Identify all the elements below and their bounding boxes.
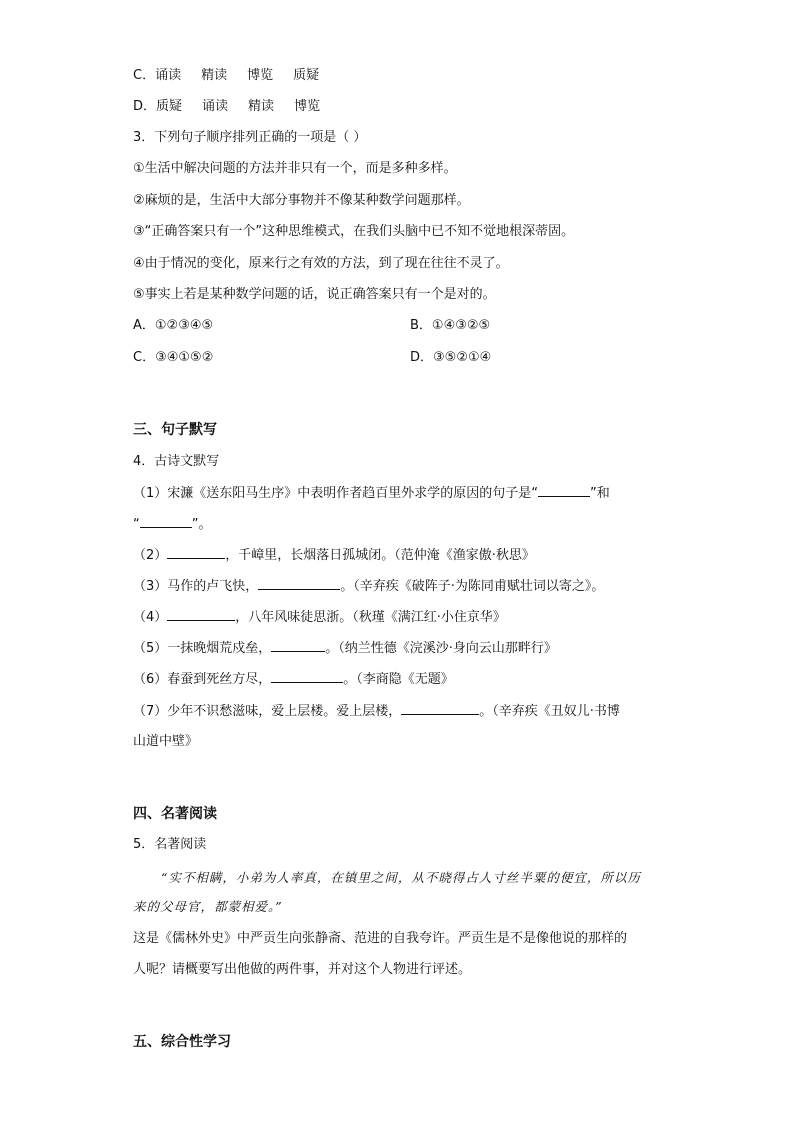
answer-blank[interactable] bbox=[271, 670, 343, 683]
q3-sentence-2: ②麻烦的是，生活中大部分事物并不像某种数学问题那样。 bbox=[133, 193, 470, 208]
poem-line-4: （4） ，八年风味徒思浙。（秋瑾《满江红·小住京华》 bbox=[133, 610, 506, 625]
q3-option-b: B．①④③②⑤ bbox=[410, 318, 491, 333]
poem-line-7: （7）少年不识愁滋味，爱上层楼。爱上层楼， 。（辛弃疾《丑奴儿·书博 bbox=[133, 704, 620, 719]
poem-line-1: （1）宋濂《送东阳马生序》中表明作者趋百里外求学的原因的句子是“ ”和 bbox=[133, 486, 610, 501]
poem-line-7-cont: 山道中壁》 bbox=[133, 734, 199, 749]
poem-line-2: （2） ，千嶂里，长烟落日孤城闭。（范仲淹《渔家傲·秋思》 bbox=[133, 548, 535, 563]
q3-sentence-3: ③“正确答案只有一个”这种思维模式，在我们头脑中已不知不觉地根深蒂固。 bbox=[133, 224, 575, 239]
q3-option-c: C．③④①⑤② bbox=[133, 350, 214, 365]
q5-prompt-1: 这是《儒林外史》中严贡生向张静斋、范进的自我夸许。严贡生是不是像他说的那样的 bbox=[133, 931, 628, 946]
q2-option-c: C．诵读 精读 博览 质疑 bbox=[133, 68, 320, 83]
q3-sentence-1: ①生活中解决问题的方法并非只有一个，而是多种多样。 bbox=[133, 161, 457, 176]
answer-blank[interactable] bbox=[538, 484, 590, 497]
q4-title: 4．古诗文默写 bbox=[133, 454, 220, 469]
answer-blank[interactable] bbox=[271, 639, 325, 652]
answer-blank[interactable] bbox=[140, 515, 192, 528]
poem-line-1-cont: “ ”。 bbox=[133, 517, 212, 532]
quote-line-2: 来的父母官，都蒙相爱。” bbox=[133, 899, 283, 914]
section5-heading: 五、综合性学习 bbox=[133, 1034, 231, 1050]
answer-blank[interactable] bbox=[401, 702, 479, 715]
q3-stem: 3．下列句子顺序排列正确的一项是（ ） bbox=[133, 130, 367, 145]
q5-prompt-2: 人呢？请概要写出他做的两件事，并对这个人物进行评述。 bbox=[133, 962, 472, 977]
quote-line-1: “实不相瞒，小弟为人率真，在镇里之间，从不晓得占人寸丝半粟的便宜，所以历 bbox=[161, 870, 641, 885]
answer-blank[interactable] bbox=[258, 577, 340, 590]
q5-title: 5．名著阅读 bbox=[133, 837, 207, 852]
section3-heading: 三、句子默写 bbox=[133, 422, 217, 438]
answer-blank[interactable] bbox=[167, 608, 235, 621]
poem-line-5: （5）一抹晚烟荒戍垒， 。（纳兰性德《浣溪沙·身向云山那畔行》 bbox=[133, 641, 557, 656]
section4-heading: 四、名著阅读 bbox=[133, 806, 217, 822]
answer-blank[interactable] bbox=[167, 546, 225, 559]
q3-option-a: A．①②③④⑤ bbox=[133, 318, 214, 333]
q3-sentence-5: ⑤事实上若是某种数学问题的话，说正确答案只有一个是对的。 bbox=[133, 287, 496, 302]
q3-option-d: D．③⑤②①④ bbox=[410, 350, 492, 365]
poem-line-6: （6）春蚕到死丝方尽， 。（李商隐《无题》 bbox=[133, 672, 454, 687]
q3-sentence-4: ④由于情况的变化，原来行之有效的方法，到了现在往往不灵了。 bbox=[133, 256, 509, 271]
poem-line-3: （3）马作的卢飞快， 。（辛弃疾《破阵子·为陈同甫赋壮词以寄之》。 bbox=[133, 579, 605, 594]
q2-option-d: D．质疑 诵读 精读 博览 bbox=[133, 99, 321, 114]
